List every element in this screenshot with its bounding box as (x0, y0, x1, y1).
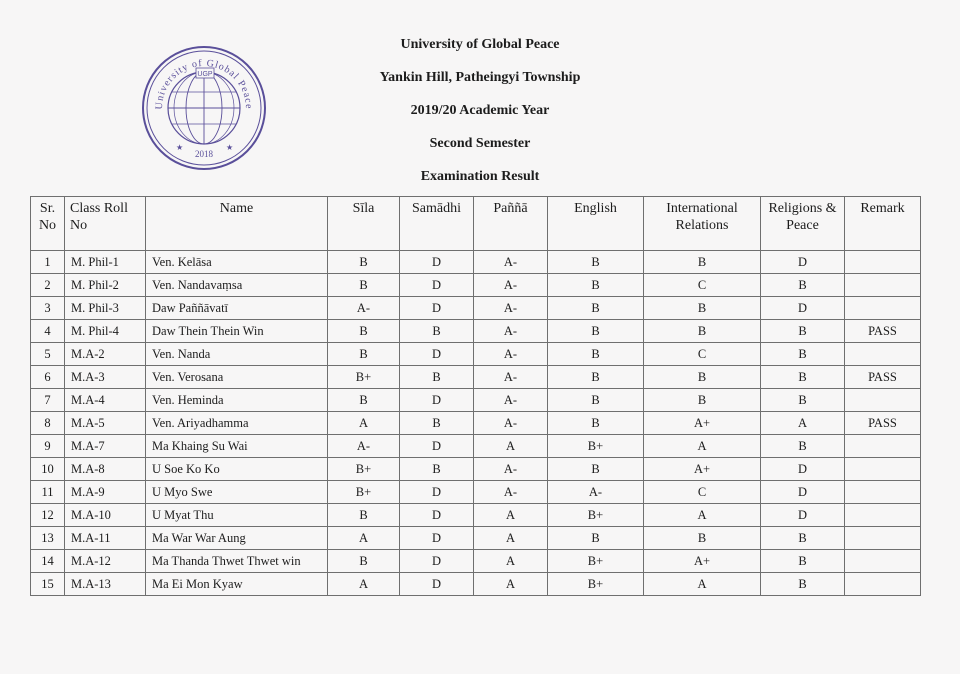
cell-panna: A (474, 504, 548, 527)
cell-name: Ma War War Aung (146, 527, 328, 550)
cell-sila: B+ (328, 366, 400, 389)
cell-remark (845, 573, 921, 596)
cell-sila: B (328, 389, 400, 412)
cell-samadhi: D (400, 435, 474, 458)
cell-panna: A- (474, 251, 548, 274)
cell-sr-no: 1 (31, 251, 65, 274)
cell-religions-peace: B (761, 366, 845, 389)
cell-english: B+ (548, 573, 644, 596)
cell-panna: A- (474, 320, 548, 343)
cell-religions-peace: B (761, 389, 845, 412)
cell-remark (845, 481, 921, 504)
cell-sr-no: 12 (31, 504, 65, 527)
cell-class-roll: M. Phil-4 (65, 320, 146, 343)
cell-international-relations: B (644, 389, 761, 412)
cell-sila: B (328, 274, 400, 297)
cell-samadhi: D (400, 274, 474, 297)
seal-ring-text: University of Global Peace (153, 57, 255, 110)
cell-international-relations: C (644, 274, 761, 297)
cell-remark (845, 251, 921, 274)
cell-religions-peace: D (761, 251, 845, 274)
cell-english: B (548, 297, 644, 320)
cell-panna: A- (474, 366, 548, 389)
cell-religions-peace: B (761, 435, 845, 458)
cell-international-relations: A (644, 504, 761, 527)
cell-english: B (548, 366, 644, 389)
cell-religions-peace: D (761, 297, 845, 320)
cell-religions-peace: A (761, 412, 845, 435)
cell-name: Ven. Nanda (146, 343, 328, 366)
cell-class-roll: M.A-12 (65, 550, 146, 573)
cell-samadhi: D (400, 481, 474, 504)
cell-religions-peace: B (761, 550, 845, 573)
cell-samadhi: B (400, 320, 474, 343)
col-header-sila: Sīla (328, 197, 400, 251)
academic-year: 2019/20 Academic Year (410, 103, 550, 118)
cell-panna: A- (474, 274, 548, 297)
cell-panna: A- (474, 481, 548, 504)
cell-english: B+ (548, 435, 644, 458)
cell-religions-peace: B (761, 320, 845, 343)
cell-religions-peace: B (761, 573, 845, 596)
cell-english: B (548, 527, 644, 550)
cell-sila: B+ (328, 481, 400, 504)
cell-remark: PASS (845, 320, 921, 343)
cell-class-roll: M.A-11 (65, 527, 146, 550)
cell-name: Ven. Verosana (146, 366, 328, 389)
cell-religions-peace: D (761, 481, 845, 504)
cell-name: Ma Khaing Su Wai (146, 435, 328, 458)
table-row (31, 458, 921, 481)
table-row (31, 320, 921, 343)
seal-star-icon: ★ (176, 143, 184, 152)
cell-remark: PASS (845, 412, 921, 435)
cell-class-roll: M.A-5 (65, 412, 146, 435)
cell-name: Ven. Kelāsa (146, 251, 328, 274)
cell-international-relations: B (644, 366, 761, 389)
cell-international-relations: B (644, 297, 761, 320)
cell-sila: A (328, 573, 400, 596)
cell-english: B (548, 251, 644, 274)
cell-sila: B (328, 343, 400, 366)
table-row (31, 550, 921, 573)
cell-samadhi: D (400, 527, 474, 550)
cell-english: B (548, 320, 644, 343)
cell-remark (845, 297, 921, 320)
cell-name: Daw Thein Thein Win (146, 320, 328, 343)
seal-year: 2018 (195, 149, 213, 159)
cell-samadhi: D (400, 343, 474, 366)
cell-name: U Soe Ko Ko (146, 458, 328, 481)
cell-samadhi: D (400, 573, 474, 596)
cell-class-roll: M.A-3 (65, 366, 146, 389)
seal-star-icon: ★ (226, 143, 234, 152)
table-row (31, 389, 921, 412)
cell-class-roll: M.A-2 (65, 343, 146, 366)
cell-sila: A (328, 412, 400, 435)
table-row (31, 481, 921, 504)
table-row (31, 251, 921, 274)
cell-class-roll: M. Phil-1 (65, 251, 146, 274)
cell-religions-peace: D (761, 458, 845, 481)
cell-name: Ven. Ariyadhamma (146, 412, 328, 435)
cell-sr-no: 7 (31, 389, 65, 412)
cell-international-relations: A (644, 573, 761, 596)
cell-remark: PASS (845, 366, 921, 389)
cell-name: U Myat Thu (146, 504, 328, 527)
table-row (31, 366, 921, 389)
cell-sr-no: 2 (31, 274, 65, 297)
col-header-samadhi: Samādhi (400, 197, 474, 251)
university-seal (140, 44, 268, 172)
col-header-international-relations: International Relations (644, 197, 761, 251)
cell-sr-no: 11 (31, 481, 65, 504)
table-row (31, 412, 921, 435)
cell-international-relations: A+ (644, 412, 761, 435)
cell-international-relations: B (644, 320, 761, 343)
cell-sila: B (328, 251, 400, 274)
cell-class-roll: M. Phil-3 (65, 297, 146, 320)
cell-sila: B (328, 504, 400, 527)
semester: Second Semester (429, 136, 531, 151)
document-title: Examination Result (420, 169, 540, 184)
table-row (31, 527, 921, 550)
cell-sila: A (328, 527, 400, 550)
cell-sr-no: 14 (31, 550, 65, 573)
cell-remark (845, 527, 921, 550)
cell-remark (845, 458, 921, 481)
cell-remark (845, 435, 921, 458)
cell-sr-no: 15 (31, 573, 65, 596)
cell-english: A- (548, 481, 644, 504)
table-row (31, 297, 921, 320)
cell-remark (845, 343, 921, 366)
cell-international-relations: A (644, 435, 761, 458)
cell-english: B (548, 389, 644, 412)
cell-sr-no: 6 (31, 366, 65, 389)
table-row (31, 573, 921, 596)
cell-panna: A (474, 573, 548, 596)
cell-class-roll: M.A-7 (65, 435, 146, 458)
cell-samadhi: D (400, 504, 474, 527)
table-row (31, 504, 921, 527)
cell-panna: A (474, 435, 548, 458)
seal-initials: UGP (197, 71, 213, 78)
cell-name: U Myo Swe (146, 481, 328, 504)
cell-remark (845, 504, 921, 527)
cell-class-roll: M.A-10 (65, 504, 146, 527)
cell-name: Ven. Nandavaṃsa (146, 274, 328, 297)
cell-religions-peace: B (761, 527, 845, 550)
cell-sr-no: 10 (31, 458, 65, 481)
cell-religions-peace: B (761, 274, 845, 297)
cell-international-relations: B (644, 251, 761, 274)
cell-samadhi: D (400, 297, 474, 320)
cell-international-relations: C (644, 343, 761, 366)
university-address: Yankin Hill, Patheingyi Township (379, 70, 581, 85)
cell-sr-no: 4 (31, 320, 65, 343)
cell-remark (845, 274, 921, 297)
cell-english: B+ (548, 504, 644, 527)
cell-sr-no: 8 (31, 412, 65, 435)
table-header-row (31, 197, 921, 251)
col-header-sr-no: Sr. No (31, 197, 65, 251)
cell-international-relations: C (644, 481, 761, 504)
cell-religions-peace: D (761, 504, 845, 527)
cell-sila: B (328, 550, 400, 573)
col-header-english: English (548, 197, 644, 251)
cell-sila: B (328, 320, 400, 343)
cell-panna: A- (474, 458, 548, 481)
cell-sr-no: 5 (31, 343, 65, 366)
cell-panna: A- (474, 297, 548, 320)
cell-remark (845, 389, 921, 412)
col-header-class-roll: Class Roll No (65, 197, 146, 251)
cell-sr-no: 3 (31, 297, 65, 320)
col-header-religions-peace: Religions & Peace (761, 197, 845, 251)
cell-samadhi: B (400, 366, 474, 389)
cell-samadhi: D (400, 251, 474, 274)
cell-religions-peace: B (761, 343, 845, 366)
cell-remark (845, 550, 921, 573)
cell-english: B (548, 412, 644, 435)
cell-panna: A- (474, 343, 548, 366)
cell-class-roll: M. Phil-2 (65, 274, 146, 297)
document-header (330, 34, 630, 199)
cell-international-relations: A+ (644, 458, 761, 481)
col-header-remark: Remark (845, 197, 921, 251)
cell-name: Ven. Heminda (146, 389, 328, 412)
cell-sila: A- (328, 435, 400, 458)
cell-sila: A- (328, 297, 400, 320)
cell-english: B (548, 343, 644, 366)
cell-samadhi: B (400, 458, 474, 481)
col-header-panna: Paññā (474, 197, 548, 251)
cell-class-roll: M.A-8 (65, 458, 146, 481)
table-row (31, 274, 921, 297)
cell-international-relations: B (644, 527, 761, 550)
cell-international-relations: A+ (644, 550, 761, 573)
cell-samadhi: D (400, 389, 474, 412)
cell-sr-no: 9 (31, 435, 65, 458)
cell-class-roll: M.A-13 (65, 573, 146, 596)
cell-panna: A (474, 527, 548, 550)
cell-class-roll: M.A-9 (65, 481, 146, 504)
cell-name: Daw Paññāvatī (146, 297, 328, 320)
results-table (30, 196, 921, 596)
cell-english: B+ (548, 550, 644, 573)
col-header-name: Name (146, 197, 328, 251)
cell-panna: A- (474, 389, 548, 412)
university-name: University of Global Peace (400, 37, 560, 52)
cell-sr-no: 13 (31, 527, 65, 550)
cell-english: B (548, 274, 644, 297)
cell-sila: B+ (328, 458, 400, 481)
cell-class-roll: M.A-4 (65, 389, 146, 412)
cell-name: Ma Ei Mon Kyaw (146, 573, 328, 596)
table-row (31, 435, 921, 458)
cell-samadhi: D (400, 550, 474, 573)
cell-panna: A (474, 550, 548, 573)
cell-name: Ma Thanda Thwet Thwet win (146, 550, 328, 573)
cell-panna: A- (474, 412, 548, 435)
cell-samadhi: B (400, 412, 474, 435)
cell-english: B (548, 458, 644, 481)
table-row (31, 343, 921, 366)
